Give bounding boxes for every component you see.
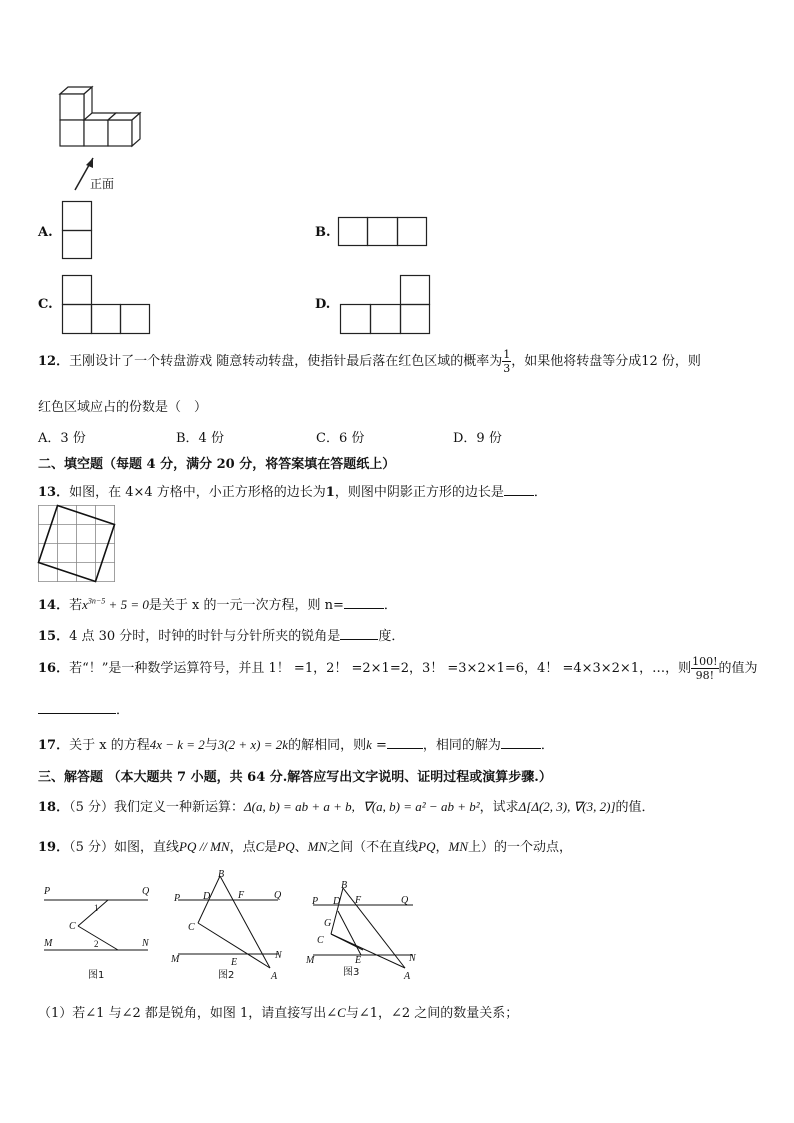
question-12 (38, 348, 701, 375)
q17-text-d: = (371, 738, 387, 753)
q19-mn: MN (307, 839, 328, 854)
q18-text-b: ，试求 (479, 800, 519, 815)
q16-end: ． (116, 703, 130, 718)
fig2-caption: 图2 (218, 970, 235, 981)
q16-text-a: 若“！”是一种数学运算符号，并且 1！ =1，2！ =2×1=2，3！ =3×2×1=6，4！ =4×3×2×1，…，则 (69, 661, 692, 676)
q14-text-b: 是关于 x 的一元一次方程，则 n= (148, 598, 344, 613)
fig3-label-n: N (409, 953, 416, 964)
fig1-label-1: 1 (94, 903, 99, 913)
q16-frac-num: 100! (692, 655, 718, 668)
q15-text-a: 4 点 30 分时，时钟的时针与分针所夹的锐角是 (69, 629, 341, 644)
question-15 (38, 625, 404, 644)
q18-def2: ∇(a, b) = a² − ab + b² (363, 799, 480, 814)
q19-score: （5 分） (69, 840, 114, 855)
q14-number: 14． (38, 598, 70, 613)
q12-frac-den: 3 (503, 362, 511, 375)
q16-answer-blank[interactable] (38, 713, 116, 714)
q12-choice-a: A．3 份 (38, 431, 86, 446)
q17-text-b: 与 (204, 738, 218, 753)
q12-text-b: ，如果他将转盘等分成12 份，则 (511, 354, 701, 369)
q17-answer-blank-2[interactable] (501, 748, 541, 749)
q19-mn2: MN (448, 839, 469, 854)
fig1-caption: 图1 (88, 970, 105, 981)
fig2-label-c: C (188, 922, 195, 933)
q14-expr-rest: + 5 = 0 (105, 597, 149, 612)
q17-end: ． (540, 738, 554, 753)
q19-text-d: 、 (294, 840, 308, 855)
q18-expr: Δ[Δ(2, 3), ∇(3, 2)] (518, 799, 616, 814)
option-a-figure (62, 201, 92, 259)
q17-k: k (366, 737, 372, 752)
q19-c: C (255, 839, 265, 854)
fig2-label-m: M (171, 954, 180, 965)
q19-text-a: 如图，直线 (114, 840, 180, 855)
q15-answer-blank[interactable] (340, 639, 378, 640)
q14-end: ． (383, 598, 397, 613)
fig3-label-b: B (341, 880, 348, 891)
q17-eq2: 3(2 + x) = 2k (217, 737, 289, 752)
q17-number: 17． (38, 738, 70, 753)
q12-choice-c: C．6 份 (316, 431, 365, 446)
q19-figure-2 (168, 868, 293, 985)
q12-number: 12． (38, 354, 70, 369)
fig2-label-p: P (174, 893, 181, 904)
fig1-label-c: C (69, 921, 76, 932)
question-19 (38, 836, 572, 855)
section-2-heading: 二、填空题（每题 4 分，满分 20 分，将答案填在答题纸上） (38, 457, 396, 472)
q14-answer-blank[interactable] (344, 608, 384, 609)
question-17 (38, 734, 554, 753)
front-label: 正面 (90, 177, 115, 191)
fig3-caption: 图3 (343, 967, 360, 978)
q13-end: ． (533, 485, 547, 500)
section-3-heading: 三、解答题 （本大题共 7 小题，共 64 分.解答应写出文字说明、证明过程或演算步骤.） (38, 770, 552, 785)
q15-number: 15． (38, 629, 70, 644)
fig2-label-q: Q (274, 890, 282, 901)
q19-figure-1 (38, 880, 158, 985)
q19-text-c: 是 (264, 840, 278, 855)
fig3-label-p: P (312, 896, 319, 907)
q18-text-c: 的值． (615, 800, 655, 815)
q13-grid-figure (38, 505, 116, 583)
q13-answer-blank[interactable] (504, 495, 534, 496)
q17-text-c: 的解相同，则 (288, 738, 367, 753)
q12-line2: 红色区域应占的份数是（ ） (38, 400, 208, 415)
q12-fraction (502, 348, 511, 375)
fig3-label-d: D (333, 896, 341, 907)
fig3-label-f: F (355, 895, 362, 906)
fig1-label-2: 2 (94, 939, 99, 949)
q12-text-a: 王刚设计了一个转盘游戏 随意转动转盘，使指针最后落在红色区域的概率为 (69, 354, 503, 369)
question-13 (38, 481, 547, 500)
option-a-label: A. (38, 225, 53, 240)
q19-sub1-text-a: （1）若∠1 与∠2 都是锐角，如图 1，请直接写出∠ (38, 1006, 338, 1021)
q19-figure-3 (303, 876, 428, 986)
fig2-label-n: N (275, 950, 282, 961)
fig2-label-a: A (271, 971, 278, 982)
fig3-label-e: E (355, 955, 362, 966)
q14-text-a: 若 (69, 598, 83, 613)
q12-choice-b: B．4 份 (176, 431, 224, 446)
fig2-label-e: E (231, 957, 238, 968)
q15-end: 度． (378, 629, 405, 644)
q14-expr-base: x (82, 597, 88, 612)
q19-text-f: ， (435, 840, 449, 855)
q19-pq2: PQ (418, 839, 436, 854)
option-b-figure (338, 217, 428, 247)
q13-text-c: ，则图中阴影正方形的边长是 (334, 485, 504, 500)
question-16 (38, 655, 758, 682)
q12-frac-num: 1 (503, 348, 511, 361)
q16-frac-den: 98! (695, 669, 715, 682)
q16-answer-line (38, 699, 129, 718)
fig3-label-g: G (324, 918, 332, 929)
q18-def1: Δ(a, b) = ab + a + b, (244, 799, 355, 814)
q18-score: （5 分） (69, 800, 114, 815)
q19-pq-mn: PQ // MN (179, 839, 230, 854)
q17-eq1: 4x − k = 2 (149, 737, 205, 752)
q19-text-e: 之间（不在直线 (327, 840, 419, 855)
fig1-label-p: P (44, 886, 51, 897)
fig2-label-f: F (238, 890, 245, 901)
fig1-label-n: N (142, 938, 149, 949)
question-18 (38, 796, 655, 815)
fig1-label-m: M (44, 938, 53, 949)
q17-text-a: 关于 x 的方程 (69, 738, 150, 753)
fig3-label-q: Q (401, 895, 409, 906)
q12-choice-d: D．9 份 (453, 431, 502, 446)
q16-text-b: 的值为 (718, 661, 758, 676)
q13-text-b: 1 (325, 485, 335, 500)
fig2-label-d: D (203, 891, 211, 902)
q19-text-g: 上）的一个动点， (468, 840, 573, 855)
option-d-figure (340, 275, 432, 335)
fig2-label-b: B (218, 869, 225, 880)
q17-text-e: ，相同的解为 (422, 738, 501, 753)
option-b-label: B. (315, 225, 331, 240)
q13-number: 13． (38, 485, 70, 500)
q17-answer-blank-1[interactable] (387, 748, 423, 749)
fig3-label-a: A (404, 971, 411, 982)
q19-pq: PQ (277, 839, 295, 854)
fig3-label-c: C (317, 935, 324, 946)
solid-figure (60, 86, 150, 194)
question-14 (38, 594, 397, 613)
q13-text-a: 如图，在 4×4 方格中，小正方形格的边长为 (69, 485, 326, 500)
q19-number: 19． (38, 840, 70, 855)
fig1-label-q: Q (142, 886, 150, 897)
option-c-label: C. (38, 297, 53, 312)
q16-fraction (691, 655, 718, 682)
q19-sub1-c: C (337, 1005, 346, 1020)
option-d-label: D. (315, 297, 331, 312)
option-c-figure (62, 275, 152, 335)
q19-text-b: ，点 (229, 840, 256, 855)
q18-number: 18． (38, 800, 70, 815)
q19-sub1-text-b: 与∠1，∠2 之间的数量关系； (345, 1006, 519, 1021)
q14-expr-exp: 3n−5 (87, 596, 106, 606)
q16-number: 16． (38, 661, 70, 676)
q18-text-a: 我们定义一种新运算： (114, 800, 245, 815)
q19-subquestion-1 (38, 1002, 518, 1021)
fig3-label-m: M (306, 955, 315, 966)
